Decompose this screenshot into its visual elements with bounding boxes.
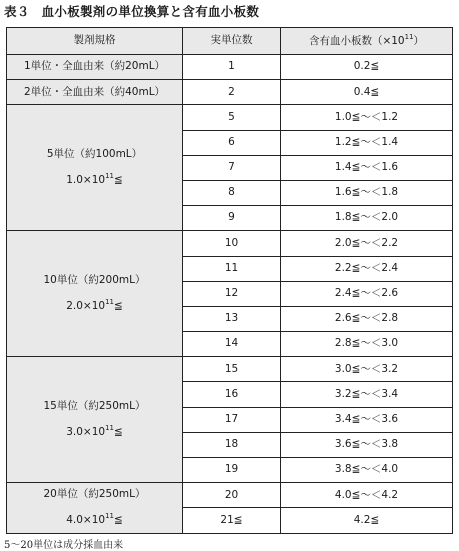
table-caption: 血小板製剤の単位換算と含有血小板数 — [41, 4, 260, 19]
platelet-unit-table — [6, 27, 453, 534]
table-header-row — [7, 28, 453, 55]
spec-name: 5単位（約100mL） — [46, 148, 143, 161]
platelets-cell: 1.6≦～＜1.8 — [281, 180, 453, 205]
spec-name: 20単位（約250mL） — [43, 488, 146, 501]
spec-platelet-count: $2.0\times 10^{11}≦$ — [66, 297, 123, 312]
units-cell: 13 — [183, 306, 281, 331]
spec-name: 15単位（約250mL） — [43, 400, 146, 413]
platelets-cell: 1.8≦～＜2.0 — [281, 206, 453, 231]
table-row — [7, 105, 453, 130]
table-row — [7, 231, 453, 256]
units-cell: 9 — [183, 206, 281, 231]
spec-name: 1単位・全血由来（約20mL） — [23, 60, 166, 73]
spec-name: 2単位・全血由来（約40mL） — [23, 85, 166, 98]
units-cell: 20 — [183, 483, 281, 508]
units-cell: 12 — [183, 281, 281, 306]
header-units: 実単位数 — [183, 28, 281, 55]
units-cell: 14 — [183, 332, 281, 357]
spec-name: 10単位（約200mL） — [43, 274, 146, 287]
units-cell: 11 — [183, 256, 281, 281]
platelets-cell: 4.2≦ — [281, 508, 453, 533]
platelets-cell: 0.4≦ — [281, 80, 453, 105]
platelets-cell: 2.0≦～＜2.2 — [281, 231, 453, 256]
spec-platelet-count: $4.0\times 10^{11}≦$ — [66, 511, 123, 526]
platelets-cell: 4.0≦～＜4.2 — [281, 483, 453, 508]
spec-cell — [7, 357, 183, 483]
units-cell: 10 — [183, 231, 281, 256]
platelets-cell: 3.8≦～＜4.0 — [281, 458, 453, 483]
platelets-cell: 2.6≦～＜2.8 — [281, 306, 453, 331]
platelets-cell: 1.4≦～＜1.6 — [281, 155, 453, 180]
platelets-cell: 3.0≦～＜3.2 — [281, 357, 453, 382]
spec-cell — [7, 80, 183, 105]
spec-cell — [7, 55, 183, 80]
platelets-cell: 1.2≦～＜1.4 — [281, 130, 453, 155]
spec-platelet-count: $3.0\times 10^{11}≦$ — [66, 423, 123, 438]
table-body — [7, 55, 453, 534]
platelets-cell: 3.2≦～＜3.4 — [281, 382, 453, 407]
units-cell: 17 — [183, 407, 281, 432]
units-cell: 6 — [183, 130, 281, 155]
footnote: 5～20単位は成分採血由来 — [4, 540, 124, 551]
header-platelets: 含有血小板数$(\times 10^{11})$ — [281, 28, 453, 55]
units-cell: 18 — [183, 432, 281, 457]
table-row — [7, 483, 453, 508]
spec-cell — [7, 483, 183, 533]
table-row — [7, 80, 453, 105]
table-row — [7, 357, 453, 382]
units-cell: 16 — [183, 382, 281, 407]
units-cell: 19 — [183, 458, 281, 483]
header-spec: 製剤規格 — [7, 28, 183, 55]
units-cell: 15 — [183, 357, 281, 382]
table-title — [4, 2, 259, 20]
units-cell: 2 — [183, 80, 281, 105]
platelets-cell: 0.2≦ — [281, 55, 453, 80]
platelets-cell: 3.6≦～＜3.8 — [281, 432, 453, 457]
table-number: 表３ — [4, 4, 30, 19]
platelets-cell: 3.4≦～＜3.6 — [281, 407, 453, 432]
table-row — [7, 55, 453, 80]
units-cell: 21≦ — [183, 508, 281, 533]
units-cell: 7 — [183, 155, 281, 180]
units-cell: 8 — [183, 180, 281, 205]
spec-platelet-count: $1.0\times 10^{11}≦$ — [66, 171, 123, 186]
spec-cell — [7, 231, 183, 357]
platelets-cell: 2.4≦～＜2.6 — [281, 281, 453, 306]
platelets-cell: 2.8≦～＜3.0 — [281, 332, 453, 357]
platelets-cell: 2.2≦～＜2.4 — [281, 256, 453, 281]
platelets-cell: 1.0≦～＜1.2 — [281, 105, 453, 130]
spec-cell — [7, 105, 183, 231]
units-cell: 5 — [183, 105, 281, 130]
units-cell: 1 — [183, 55, 281, 80]
